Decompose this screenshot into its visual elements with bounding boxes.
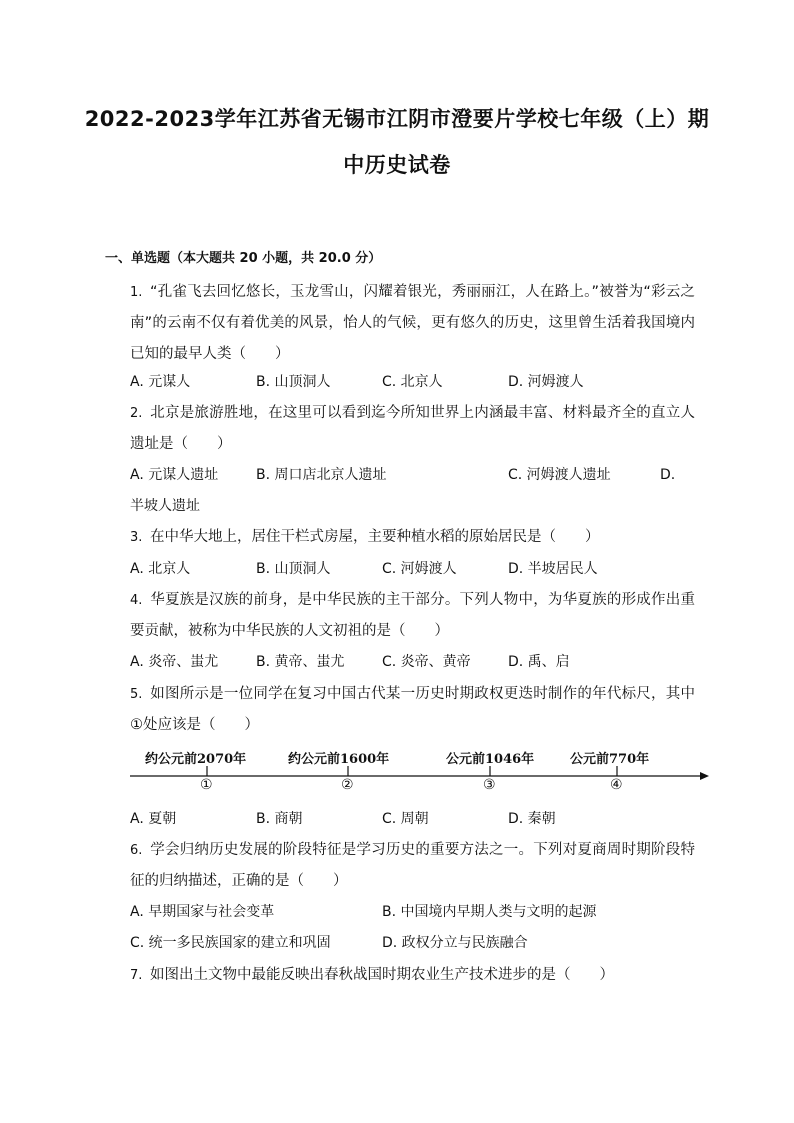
question-7: [130, 960, 695, 991]
question-text: “孔雀飞去回忆悠长，玉龙雪山，闪耀着银光，秀丽丽江，人在路上。”被誉为“彩云之南”的云南不仅有着优美的风景，怡人的气候，更有悠久的历史，这里曾生活着我国境内已知的最早人类（ ）: [130, 284, 695, 362]
question-number: 3.: [130, 530, 143, 545]
option-d[interactable]: D. 河姆渡人: [508, 374, 584, 390]
option-a[interactable]: A. 元谋人遗址: [130, 467, 219, 483]
option-c[interactable]: C. 统一多民族国家的建立和巩固: [130, 935, 331, 951]
timeline-mark-3: ③: [483, 777, 496, 793]
option-b[interactable]: B. 周口店北京人遗址: [256, 467, 387, 483]
question-number: 2.: [130, 406, 143, 421]
option-d[interactable]: D. 半坡居民人: [508, 561, 598, 577]
question-number: 4.: [130, 593, 143, 608]
option-a[interactable]: A. 元谋人: [130, 374, 191, 390]
option-d[interactable]: D. 禹、启: [508, 654, 570, 670]
question-6: [130, 835, 695, 897]
option-a[interactable]: A. 夏朝: [130, 811, 177, 827]
option-c[interactable]: C. 周朝: [382, 811, 429, 827]
question-number: 5.: [130, 687, 143, 702]
timeline-label-1: 约公元前2070年: [145, 752, 247, 767]
option-d[interactable]: D.: [660, 467, 676, 483]
timeline-label-3: 公元前1046年: [446, 752, 535, 767]
question-text: 北京是旅游胜地，在这里可以看到迄今所知世界上内涵最丰富、材料最齐全的直立人遗址是（ ）: [130, 405, 695, 452]
question-number: 6.: [130, 843, 143, 858]
exam-title: [60, 96, 734, 188]
option-d[interactable]: D. 秦朝: [508, 811, 556, 827]
option-a[interactable]: A. 早期国家与社会变革: [130, 904, 275, 920]
question-2: [130, 398, 695, 460]
option-b[interactable]: B. 中国境内早期人类与文明的起源: [382, 904, 597, 920]
question-text: 如图所示是一位同学在复习中国古代某一历史时期政权更迭时制作的年代标尺，其中①处应该是（ ）: [130, 686, 695, 733]
option-b[interactable]: B. 山顶洞人: [256, 561, 331, 577]
option-b[interactable]: B. 山顶洞人: [256, 374, 331, 390]
question-1: [130, 277, 695, 370]
timeline-label-2: 约公元前1600年: [288, 752, 390, 767]
option-d-text[interactable]: 半坡人遗址: [130, 498, 200, 514]
option-c[interactable]: C. 北京人: [382, 374, 443, 390]
question-number: 1.: [130, 285, 143, 300]
option-b[interactable]: B. 黄帝、蚩尤: [256, 654, 345, 670]
section-heading: 一、单选题（本大题共 20 小题，共 20.0 分）: [105, 251, 382, 266]
option-b[interactable]: B. 商朝: [256, 811, 303, 827]
timeline-mark-2: ②: [341, 777, 354, 793]
question-4: [130, 585, 695, 647]
question-number: 7.: [130, 968, 143, 983]
option-c[interactable]: C. 河姆渡人遗址: [508, 467, 611, 483]
title-line-1: 2022-2023学年江苏省无锡市江阴市澄要片学校七年级（上）期: [84, 107, 710, 131]
option-c[interactable]: C. 炎帝、黄帝: [382, 654, 471, 670]
question-text: 在中华大地上，居住干栏式房屋，主要种植水稻的原始居民是（ ）: [150, 529, 600, 545]
question-3: [130, 522, 695, 553]
question-text: 学会归纳历史发展的阶段特征是学习历史的重要方法之一。下列对夏商周时期阶段特征的归纳描述，正确的是（ ）: [130, 842, 695, 889]
option-a[interactable]: A. 炎帝、蚩尤: [130, 654, 219, 670]
option-a[interactable]: A. 北京人: [130, 561, 191, 577]
question-text: 华夏族是汉族的前身，是中华民族的主干部分。下列人物中，为华夏族的形成作出重要贡献，被称为中华民族的人文初祖的是（ ）: [130, 592, 695, 639]
question-5: [130, 679, 695, 741]
question-text: 如图出土文物中最能反映出春秋战国时期农业生产技术进步的是（ ）: [150, 967, 614, 983]
title-line-2: 中历史试卷: [343, 153, 451, 177]
option-c[interactable]: C. 河姆渡人: [382, 561, 457, 577]
timeline-label-4: 公元前770年: [570, 752, 650, 767]
timeline-mark-1: ①: [200, 777, 213, 793]
option-d[interactable]: D. 政权分立与民族融合: [382, 935, 528, 951]
timeline-mark-4: ④: [610, 777, 623, 793]
